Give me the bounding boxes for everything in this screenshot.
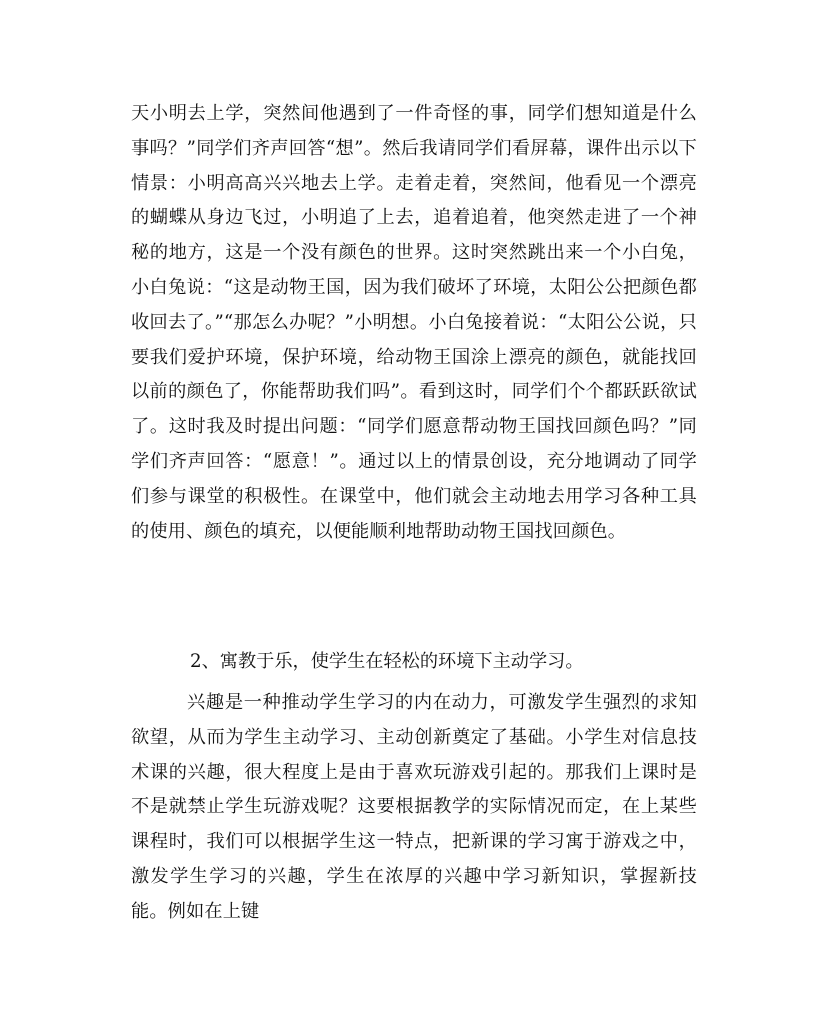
body-paragraph-story: 天小明去上学，突然间他遇到了一件奇怪的事，同学们想知道是什么事吗？”同学们齐声回答“想”。然后我请同学们看屏幕，课件出示以下情景：小明高高兴兴地去上学。走着走着，突然间，他看见一个漂亮的蝴蝶从身边飞过，小明追了上去，追着追着，他突然走进了一个神秘的地方，这是一个没有颜色的世界。这时突然跳出来一个小白兔，小白兔说：“这是动物王国，因为我们破坏了环境，太阳公公把颜色都收回去了。”“那怎么办呢？”小明想。小白兔接着说：“太阳公公说，只要我们爱护环境，保护环境，给动物王国涂上漂亮的颜色，就能找回以前的颜色了，你能帮助我们吗”。看到这时，同学们个个都跃跃欲试了。这时我及时提出问题：“同学们愿意帮动物王国找回颜色吗？”同学们齐声回答：“愿意！”。通过以上的情景创设，充分地调动了同学们参与课堂的积极性。在课堂中，他们就会主动地去用学习各种工具的使用、颜色的填充，以便能顺利地帮助动物王国找回颜色。 [131,103,697,542]
body-paragraph-interest: 兴趣是一种推动学生学习的内在动力，可激发学生强烈的求知欲望，从而为学生主动学习、主动创新奠定了基础。小学生对信息技术课的兴趣，很大程度上是由于喜欢玩游戏引起的。那我们上课时是不是就禁止学生玩游戏呢？这要根据教学的实际情况而定，在上某些课程时，我们可以根据学生这一特点，把新课的学习寓于游戏之中，激发学生学习的兴趣，学生在浓厚的兴趣中学习新知识，掌握新技能。例如在上键 [131,692,697,922]
section-heading: 2、寓教于乐，使学生在轻松的环境下主动学习。 [190,651,584,672]
